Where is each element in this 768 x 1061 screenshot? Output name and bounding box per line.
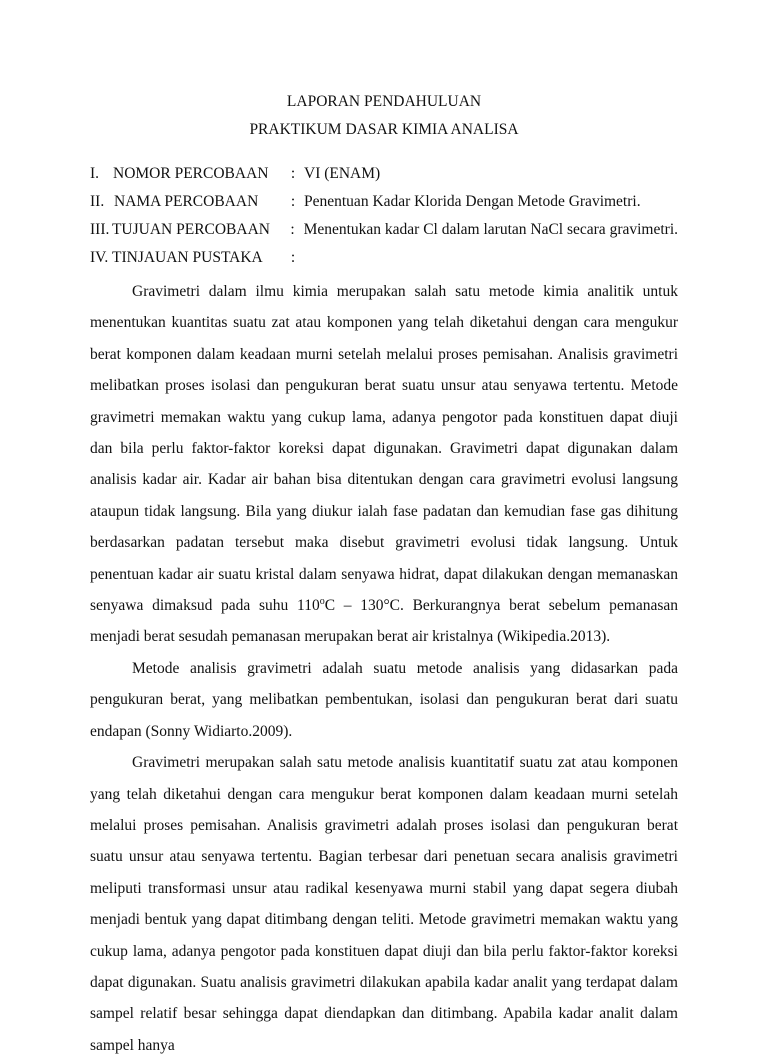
section-label: NAMA PERCOBAAN xyxy=(114,193,259,210)
section-colon: : xyxy=(290,165,296,182)
section-value: VI (ENAM) xyxy=(304,165,381,182)
section-number: IV. xyxy=(90,249,109,266)
degree-superscript: o xyxy=(319,595,325,607)
paragraph-2: Metode analisis gravimetri adalah suatu metode analisis yang didasarkan pada pengukuran berat, yang melibatkan pembentukan, isolasi dan pengukuran berat dari suatu endapan (Sonny Widiarto.2009). xyxy=(90,659,678,740)
paragraph-3: Gravimetri merupakan salah satu metode analisis kuantitatif suatu zat atau komponen yang telah diketahui dengan cara mengukur berat komponen dalam keadaan murni setelah melalui proses pemisahan. Analisis gravimetri adalah proses isolasi dan pengukuran berat suatu unsur atau senyawa tertentu. Bagian terbesar dari penetuan secara analisis gravimetri meliputi transformasi unsur atau radikal kesenyawa murni stabil yang dapat segera diubah menjadi bentuk yang dapat ditimbang dengan teliti. Metode gravimetri memakan waktu yang cukup lama, adanya pengotor pada konstituen dapat diuji dan bila perlu faktor-faktor koreksi dapat digunakan. Suatu analisis gravimetri dilakukan apabila kadar analit yang terdapat dalam sampel relatif besar sehingga dapat diendapkan dan ditimbang. Apabila kadar analit dalam sampel hanya xyxy=(90,754,678,1054)
section-number: III. xyxy=(90,221,110,238)
section-value: Penentuan Kadar Klorida Dengan Metode Gravimetri. xyxy=(304,193,641,210)
section-item-tinjauan xyxy=(90,244,678,272)
section-number: I. xyxy=(90,165,100,182)
section-number: II. xyxy=(90,193,105,210)
section-label: TINJAUAN PUSTAKA xyxy=(112,249,263,266)
title-line-2: PRAKTIKUM DASAR KIMIA ANALISA xyxy=(249,121,519,138)
section-colon: : xyxy=(290,249,296,266)
section-item-nama xyxy=(90,188,678,216)
section-colon: : xyxy=(290,193,296,210)
section-label: TUJUAN PERCOBAAN xyxy=(111,221,270,238)
section-item-nomor xyxy=(90,160,678,188)
paragraph-1-text-a: Gravimetri dalam ilmu kimia merupakan salah satu metode kimia analitik untuk menentukan kuantitas suatu zat atau komponen yang telah diketahui dengan cara mengukur berat komponen dalam keadaan murni setelah melalui proses pemisahan. Analisis gravimetri melibatkan proses isolasi dan pengukuran berat suatu unsur atau senyawa tertentu. Metode gravimetri memakan waktu yang cukup lama, adanya pengotor pada konstituen dapat diuji dan bila perlu faktor-faktor koreksi dapat digunakan. Gravimetri dapat digunakan dalam analisis kadar air. Kadar air bahan bisa ditentukan dengan cara gravimetri evolusi langsung ataupun tidak langsung. Bila yang diukur ialah fase padatan dan kemudian fase gas dihitung berdasarkan padatan tersebut maka disebut gravimetri evolusi tidak langsung. Untuk penentuan kadar air suatu kristal dalam senyawa hidrat, dapat dilakukan dengan memanaskan senyawa dimaksud pada suhu 110 xyxy=(90,283,678,615)
section-item-tujuan xyxy=(90,216,678,244)
paragraph-1-text-b: C – 130°C. Berkurangnya berat sebelum pemanasan menjadi berat sesudah pemanasan merupakan berat air kristalnya (Wikipedia.2013). xyxy=(90,597,678,646)
paragraph-1 xyxy=(90,276,678,653)
section-list xyxy=(90,160,678,272)
section-colon: : xyxy=(290,221,295,238)
section-value: Menentukan kadar Cl dalam larutan NaCl secara gravimetri. xyxy=(303,221,678,238)
report-title xyxy=(90,88,678,144)
section-label: NOMOR PERCOBAAN xyxy=(113,165,269,182)
title-line-1: LAPORAN PENDAHULUAN xyxy=(286,93,482,110)
